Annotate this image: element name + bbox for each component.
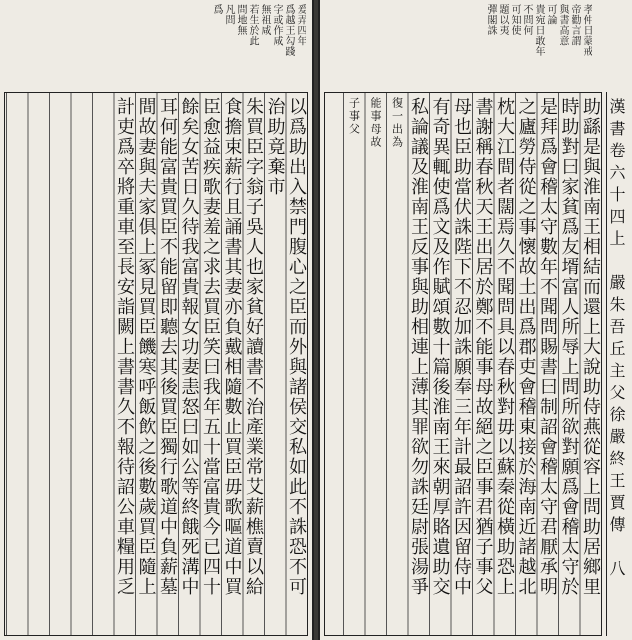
note-line: 孝仲日蒙戒	[581, 4, 592, 57]
note-line: 爲	[211, 4, 222, 15]
interlinear-note: 能事母故	[369, 97, 382, 149]
text-column: 時助對曰家貧爲友壻富人所辱上問所欲對願爲會稽太守於	[558, 97, 580, 597]
text-column: 書謝稱春秋天王出居於鄭不能事母故絕之臣事君猶子事父	[472, 97, 494, 597]
note-line: 若生於此	[247, 4, 258, 46]
right-main-text	[325, 93, 601, 635]
text-column: 食擔束薪行且誦書其妻亦負戴相隨數止買臣毋歌嘔道中買	[221, 97, 243, 597]
text-column: 私論議及淮南王反事與助相連上薄其罪欲勿誅廷尉張湯爭	[408, 97, 429, 597]
running-head: 漢書卷六十四上 嚴朱吾丘主父徐嚴終王賈傳 八	[606, 92, 628, 636]
note-line: 貴宛日敢年	[533, 4, 544, 57]
left-page-notes	[6, 4, 306, 86]
text-column: 朱買臣字翁子吳人也家貧好讀書不治產業常艾薪樵賣以給	[243, 97, 264, 597]
text-column: 耳何能富貴買臣不能留即聽去其後買臣獨行歌道中負薪墓	[157, 97, 178, 597]
text-column: 母也臣助當伏誅陛下不忍加誅願奉三年計最詔許因留侍中	[451, 97, 472, 597]
right-page	[318, 0, 632, 640]
right-page-notes	[322, 4, 592, 86]
text-column: 計吏爲卒將重車至長安詣闕上書書久不報待詔公車糧用乏	[114, 97, 135, 597]
note-line: 彈閣誅	[485, 4, 496, 36]
text-column: 枕大江間者闊焉久不聞問具以春秋對毋以蘇秦從橫助恐上	[494, 97, 515, 597]
note-line: 無祖咸	[259, 4, 270, 36]
text-column: 治助竟棄市	[264, 97, 286, 197]
left-main-text	[5, 93, 307, 635]
note-line: 爲越王勾踐	[283, 4, 294, 57]
note-line: 帝勸言謂	[569, 4, 580, 46]
text-column: 有奇異輒使爲文及作賦頌數十篇後淮南王來朝厚賂遺助交	[429, 97, 451, 597]
note-line: 字或作咸	[271, 4, 282, 46]
note-line: 問地無	[235, 4, 246, 36]
text-column: 以爲助出入禁門腹心之臣而外與諸侯交私如此不誅恐不可	[286, 97, 307, 597]
note-line: 不問何	[521, 4, 532, 36]
interlinear-note: 子事父	[347, 97, 361, 136]
note-line: 凡問	[223, 4, 234, 25]
note-line: 可論	[545, 4, 556, 25]
note-line: 爰弄四年	[295, 4, 306, 46]
interlinear-note: 復一出為	[390, 97, 404, 149]
right-text-frame	[324, 92, 602, 636]
note-line: 題以夷	[497, 4, 508, 36]
text-column: 是拜爲會稽太守數年不聞問賜書曰制詔會稽太守君厭承明	[537, 97, 558, 597]
text-column: 餘矣女苦日久待我富貴報女功妻恚怒曰如公等終餓死溝中	[178, 97, 200, 597]
text-column: 臣愈益疾歌妻羞之求去買臣笑曰我年五十當富貴今已四十	[200, 97, 221, 597]
note-line: 可知使	[509, 4, 520, 36]
left-text-frame	[4, 92, 308, 636]
text-column: 間故妻與夫家俱上冢見買臣饑寒呼飯飲之後數歲買臣隨上	[135, 97, 157, 597]
text-column: 之廬勞侍從之事懷故土出爲郡吏會稽東接於海南近諸越北	[515, 97, 537, 597]
note-line: 與書高意	[557, 4, 568, 46]
text-column: 助繇是與淮南王相結而還上大說助侍燕從容上問助居鄉里	[580, 97, 601, 597]
left-page	[0, 0, 314, 640]
